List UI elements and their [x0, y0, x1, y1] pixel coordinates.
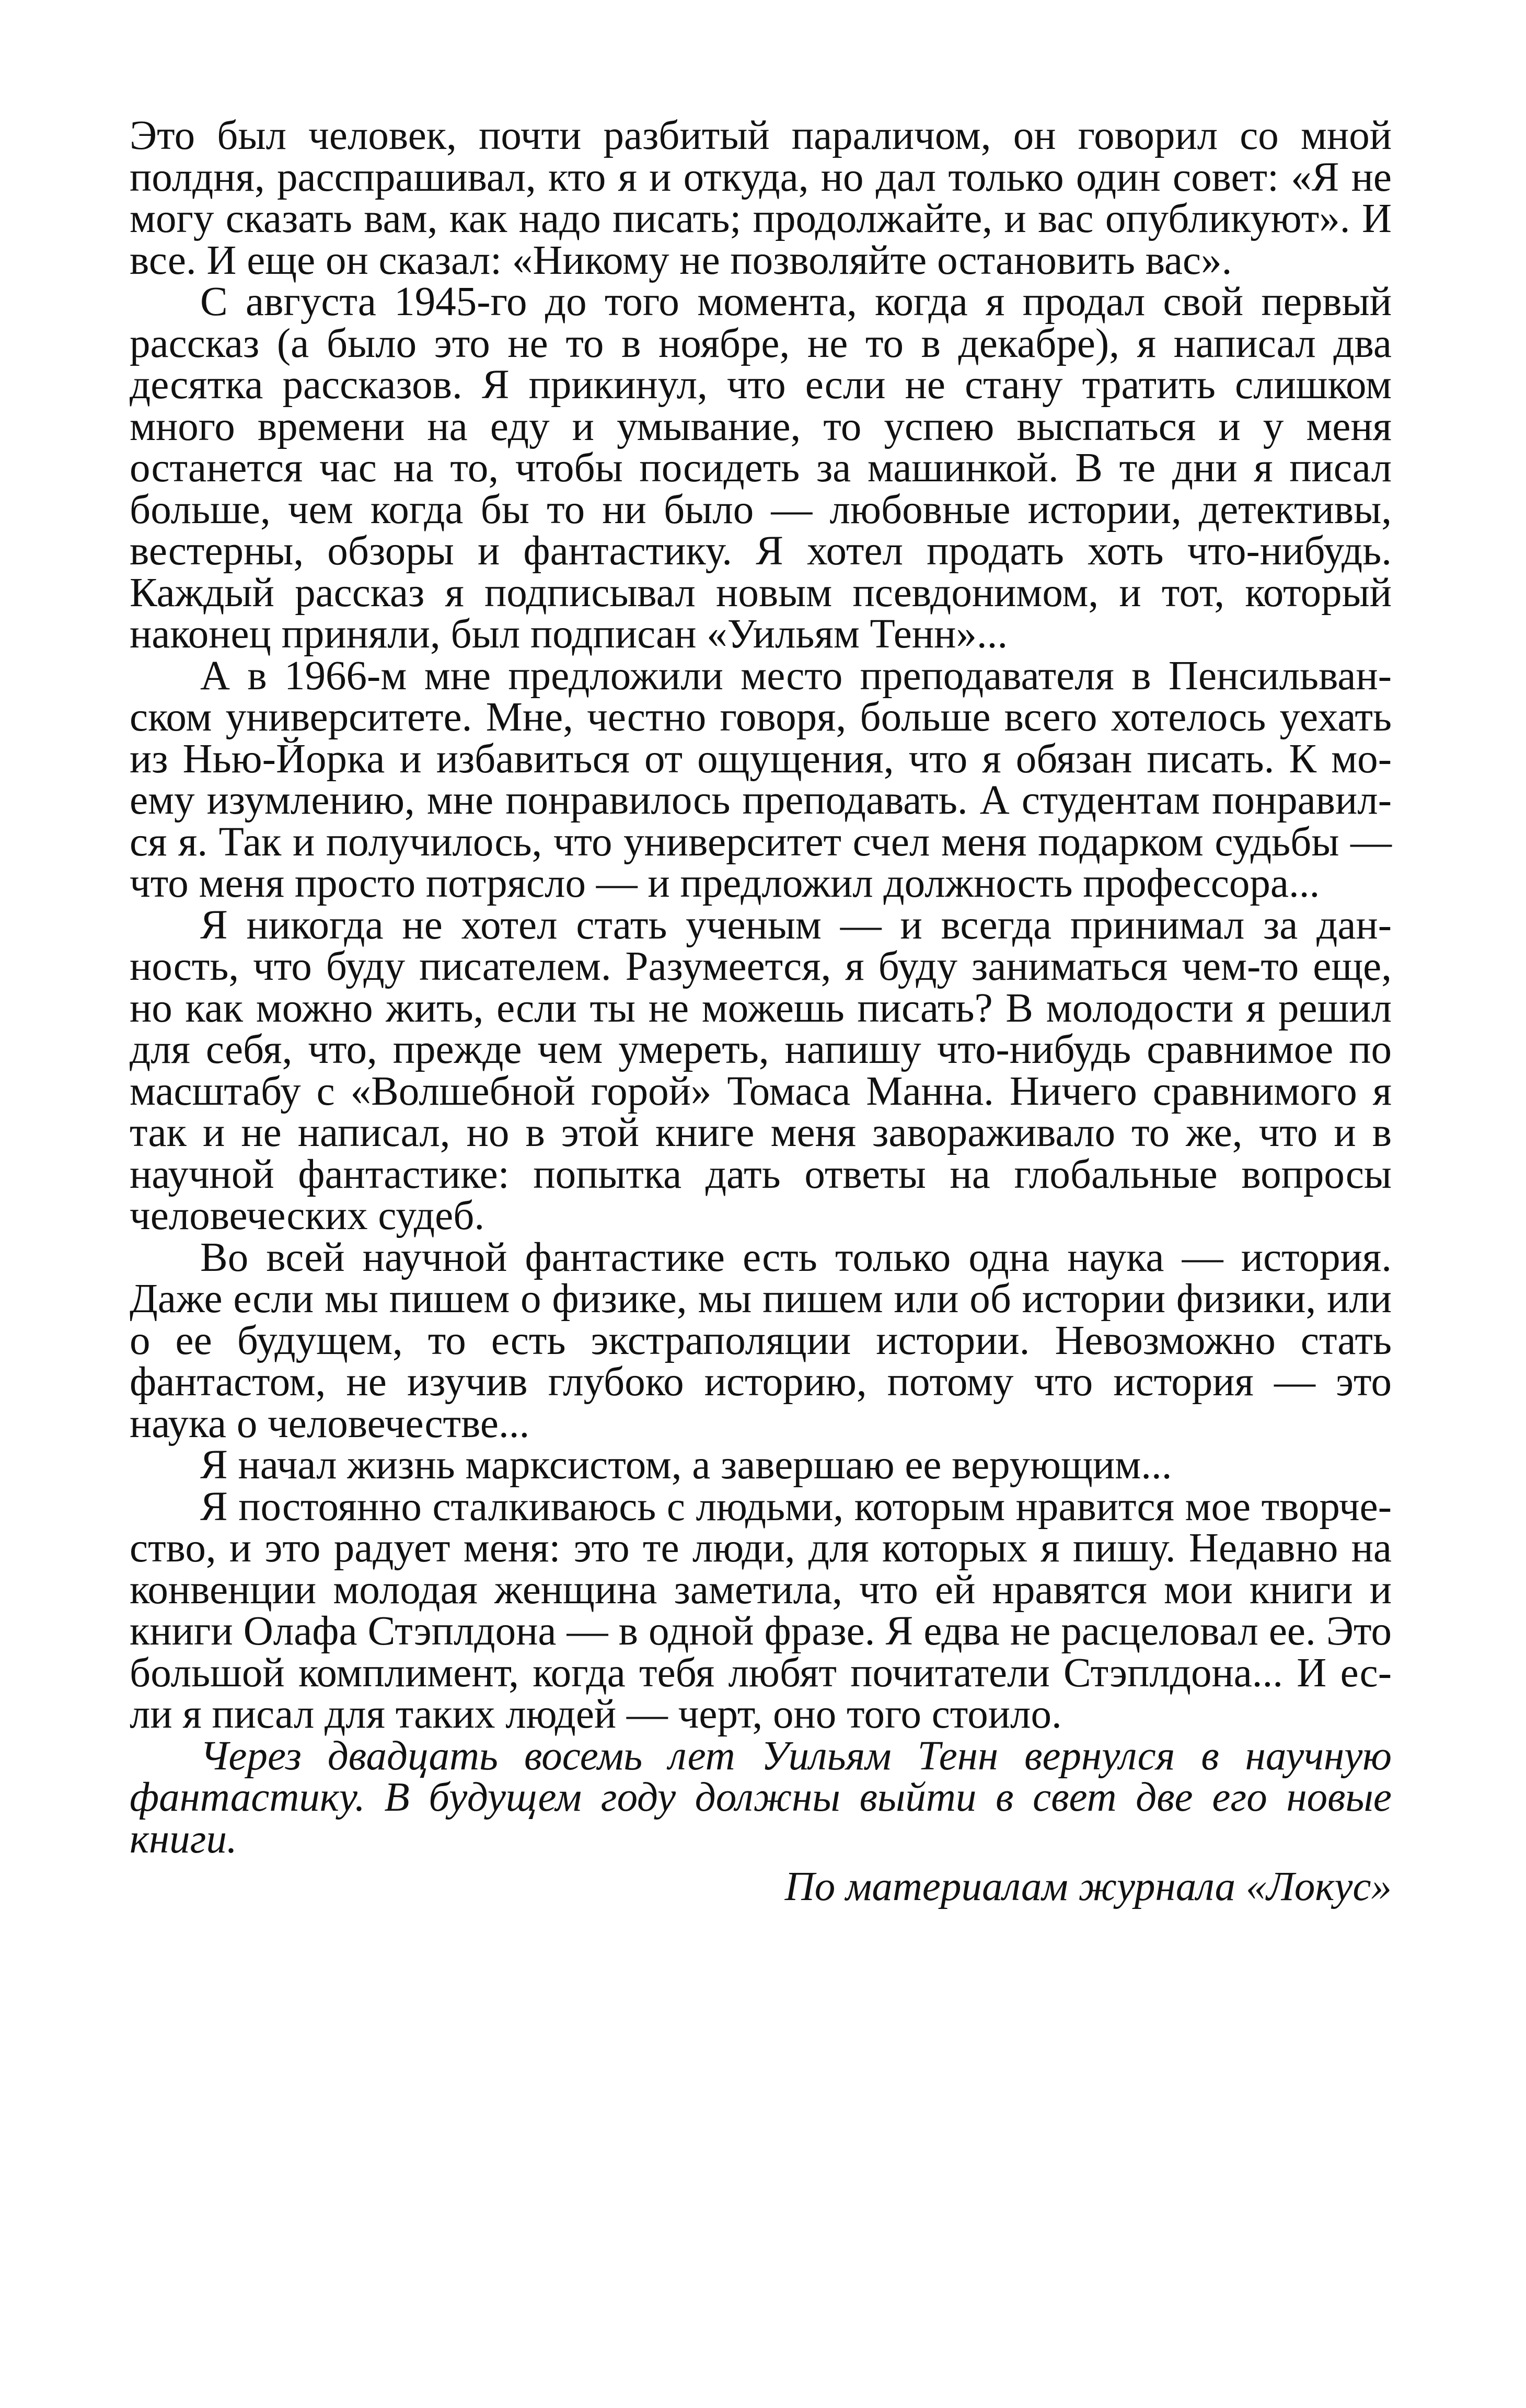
page-body — [130, 115, 1392, 1908]
paragraph-4: Я никогда не хотел стать ученым — и всегда принимал за данность, что буду писателем. Разумеется, я буду заниматься чем-то еще, но как можно жить, если ты не можешь писать? В молодости я решил для себя, что, прежде чем умереть, напишу что-нибудь сравнимое по масштабу с «Волшебной горой» Томаса Манна. Ничего сравнимого я так и не написал, но в этой книге меня завораживало то же, что и в научной фантастике: попытка дать ответы на глобальные вопросы человеческих судеб. — [130, 902, 1392, 1238]
source-attribution: По материалам журнала «Локус» — [784, 1864, 1392, 1909]
paragraph-7: Я постоянно сталкиваюсь с людьми, которым нравится мое творчество, и это радует меня: это те люди, для которых я пишу. Недавно на конвенции молодая женщина заметила, что ей нравятся мои книги и книги Олафа Стэплдона — в одной фразе. Я едва не расцеловал ее. Это большой комплимент, когда тебя любят почитатели Стэплдона... И если я писал для таких людей — черт, оно того стоило. — [130, 1484, 1392, 1737]
epilogue-note: Через двадцать восемь лет Уильям Тенн вернулся в научную фантастику. В будущем году должны выйти в свет две его новые книги. — [130, 1733, 1392, 1862]
paragraph-5: Во всей научной фантастике есть только одна наука — история. Даже если мы пишем о физике, мы пишем или об истории физики, или о ее будущем, то есть экстраполяции истории. Невозможно стать фантастом, не изучив глубоко историю, потому что история — это наука о человечестве... — [130, 1234, 1392, 1446]
paragraph-3: А в 1966-м мне предложили место преподавателя в Пенсильванском университете. Мне, честно говоря, больше всего хотелось уехать из Нью-Йорка и избавиться от ощущения, что я обязан писать. К моему изумлению, мне понравилось преподавать. А студентам понравился я. Так и получилось, что университет счел меня подарком судьбы — что меня просто потрясло — и предложил должность профессора... — [130, 653, 1392, 906]
paragraph-1: Это был человек, почти разбитый параличом, он говорил со мной полдня, расспрашивал, кто я и откуда, но дал только один совет: «Я не могу сказать вам, как надо писать; продолжайте, и вас опубликуют». И все. И еще он сказал: «Никому не позволяйте остановить вас». — [130, 113, 1392, 283]
paragraph-6: Я начал жизнь марксистом, а завершаю ее верующим... — [200, 1442, 1172, 1488]
paragraph-2: С августа 1945-го до того момента, когда я продал свой первый рассказ (а было это не то в ноябре, не то в декабре), я написал два десятка рассказов. Я прикинул, что если не стану тратить слишком много времени на еду и умывание, то успею выспаться и у меня останется час на то, чтобы посидеть за машинкой. В те дни я писал больше, чем когда бы то ни было — любовные истории, детективы, вестерны, обзоры и фантастику. Я хотел продать хоть что-нибудь. Каждый рассказ я подписывал новым псевдонимом, и тот, который наконец приняли, был подписан «Уильям Тенн»... — [130, 279, 1392, 657]
